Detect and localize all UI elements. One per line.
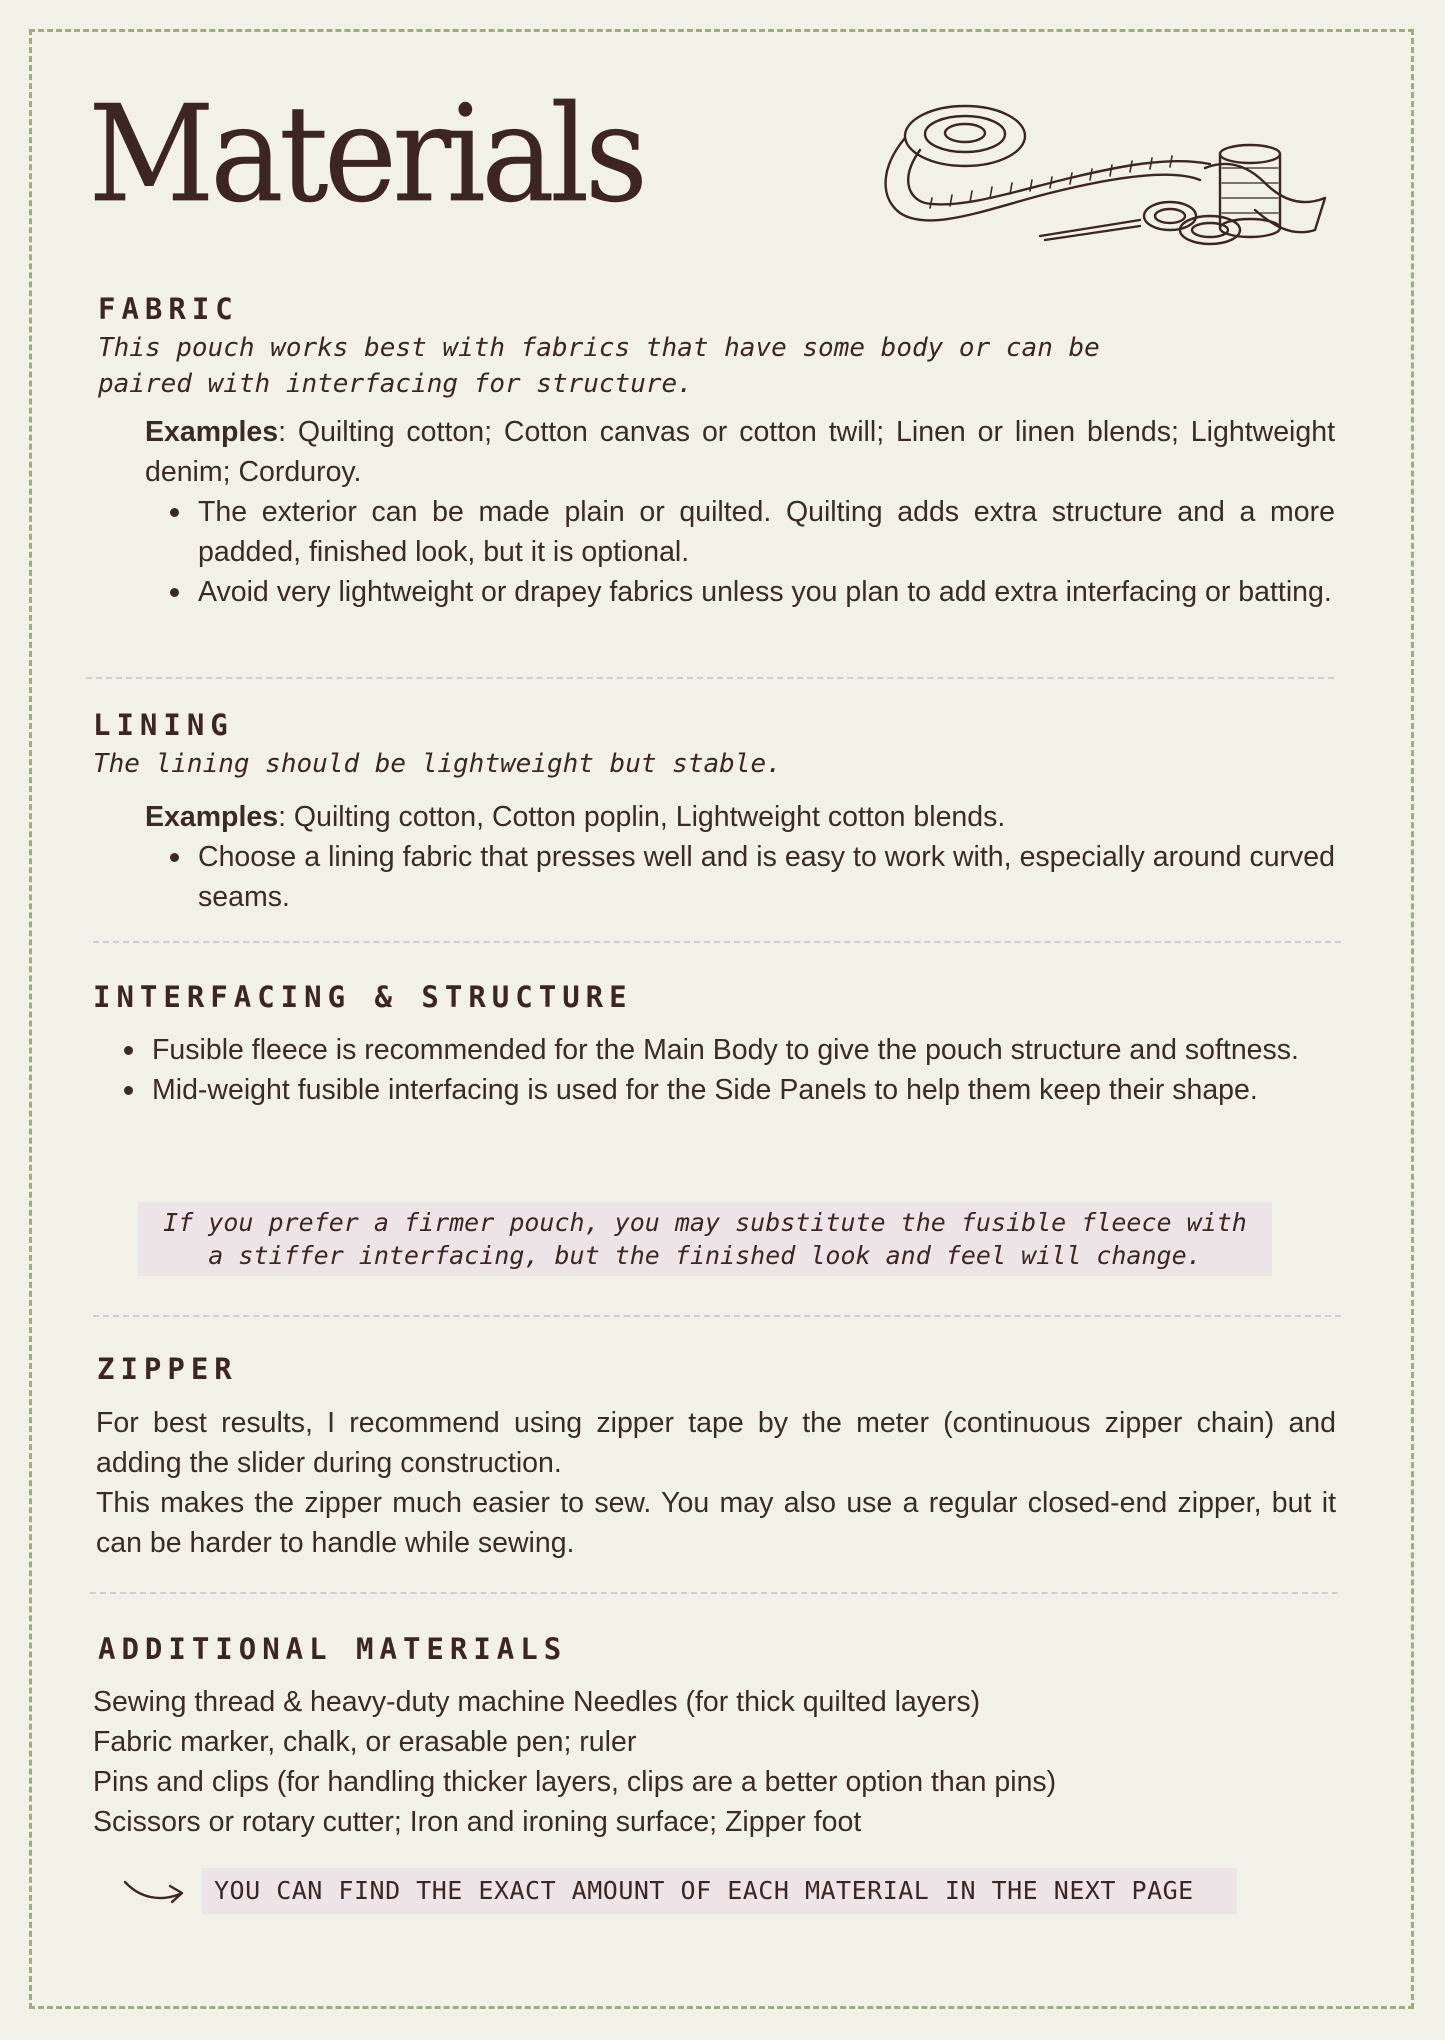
lining-examples (145, 797, 1335, 837)
lining-examples-text: : Quilting cotton, Cotton poplin, Lightweight cotton blends. (278, 801, 1006, 833)
section-heading-additional: ADDITIONAL MATERIALS (98, 1632, 568, 1666)
additional-list (93, 1682, 1333, 1842)
interfacing-note-line1: If you prefer a firmer pouch, you may substitute the fusible fleece with (163, 1208, 1247, 1237)
section-heading-fabric: FABRIC (98, 292, 239, 326)
lining-details (145, 797, 1335, 917)
lining-bullet: Choose a lining fabric that presses well and is easy to work with, especially around curved seams. (198, 837, 1335, 917)
section-divider (90, 1592, 1338, 1594)
interfacing-bullet: Mid-weight fusible interfacing is used for the Side Panels to help them keep their shape. (152, 1070, 1338, 1110)
sewing-tools-illustration (870, 98, 1330, 258)
fabric-examples (145, 412, 1335, 492)
fabric-bullet-list (198, 492, 1335, 612)
interfacing-bullet-list (152, 1030, 1338, 1110)
section-heading-lining: LINING (93, 708, 234, 742)
fabric-examples-label: Examples (145, 416, 279, 448)
zipper-details (96, 1403, 1336, 1563)
lining-examples-label: Examples (145, 801, 279, 833)
section-heading-interfacing: INTERFACING & STRUCTURE (93, 980, 633, 1014)
curved-arrow-icon (122, 1872, 188, 1908)
page-title: Materials (88, 77, 644, 233)
zipper-paragraph: For best results, I recommend using zipper tape by the meter (continuous zipper chain) and adding the slider during construction. (96, 1407, 1336, 1479)
fabric-intro (98, 330, 1258, 402)
next-page-callout: YOU CAN FIND THE EXACT AMOUNT OF EACH MATERIAL IN THE NEXT PAGE (202, 1868, 1237, 1914)
fabric-examples-text: : Quilting cotton; Cotton canvas or cotton twill; Linen or linen blends; Lightweight denim; Corduroy. (145, 416, 1335, 488)
interfacing-note (138, 1202, 1272, 1276)
zipper-paragraph: This makes the zipper much easier to sew. You may also use a regular closed-end zipper, but it can be harder to handle while sewing. (96, 1487, 1336, 1559)
section-divider (86, 677, 1334, 679)
fabric-bullet: The exterior can be made plain or quilted. Quilting adds extra structure and a more padded, finished look, but it is optional. (198, 492, 1335, 572)
fabric-bullet: Avoid very lightweight or drapey fabrics unless you plan to add extra interfacing or batting. (198, 572, 1335, 612)
additional-item: Sewing thread & heavy-duty machine Needles (for thick quilted layers) (93, 1686, 981, 1718)
section-heading-zipper: ZIPPER (97, 1352, 238, 1386)
interfacing-details (152, 1030, 1338, 1110)
additional-item: Fabric marker, chalk, or erasable pen; ruler (93, 1726, 637, 1758)
fabric-intro-line2: paired with interfacing for structure. (98, 369, 693, 399)
lining-bullet-list (198, 837, 1335, 917)
lining-intro: The lining should be lightweight but stable. (93, 749, 782, 779)
additional-item: Scissors or rotary cutter; Iron and ironing surface; Zipper foot (93, 1806, 862, 1838)
interfacing-bullet: Fusible fleece is recommended for the Main Body to give the pouch structure and softness. (152, 1030, 1338, 1070)
interfacing-note-line2: a stiffer interfacing, but the finished look and feel will change. (208, 1241, 1202, 1270)
section-divider (93, 1315, 1341, 1317)
fabric-details (145, 412, 1335, 612)
fabric-intro-line1: This pouch works best with fabrics that have some body or can be (98, 333, 1100, 363)
section-divider (93, 941, 1341, 943)
additional-item: Pins and clips (for handling thicker layers, clips are a better option than pins) (93, 1766, 1057, 1798)
